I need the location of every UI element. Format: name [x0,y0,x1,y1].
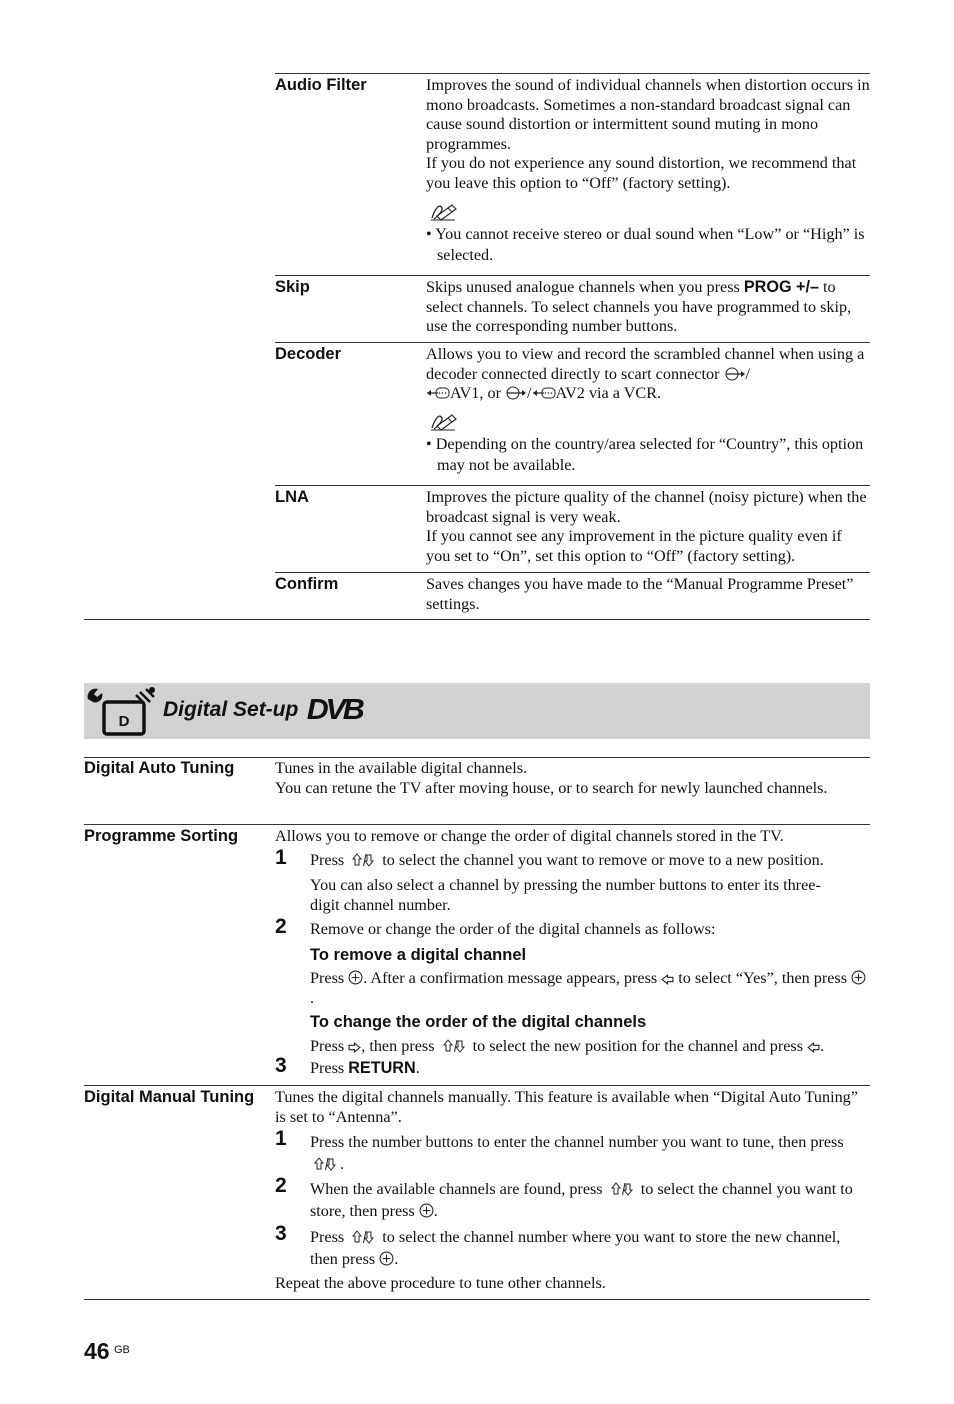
left-arrow-icon [807,1042,820,1053]
subheading-remove-channel: To remove a digital channel [310,946,527,964]
scart-input-icon [724,367,746,381]
note-pencil-icon [428,200,458,222]
term-confirm: Confirm [275,575,339,593]
step-number: 1 [275,846,287,869]
remove-text-a: Press [310,969,349,987]
remove-text-d: . [310,988,315,1007]
audio-filter-note: • You cannot receive stereo or dual sound when “Low” or “High” is selected. [426,224,865,265]
note-pencil-icon [428,410,458,432]
lna-text-2: If you cannot see any improvement in the picture quality even if you set to “On”, set this option to “Off” (factory setting). [426,527,842,565]
manual-step-1 [310,1132,870,1175]
auto-tuning-text-1: Tunes in the available digital channels. [275,759,528,777]
row-divider [275,485,870,486]
subheading-change-order: To change the order of the digital channels [310,1013,647,1031]
sorting-step-3-b: . [415,1059,420,1077]
manual-step-2 [310,1179,870,1222]
change-text-d: . [820,1037,825,1055]
remove-channel-text [310,969,870,1009]
desc-audio-filter [426,76,870,267]
enter-button-icon [379,1251,394,1266]
top-rule [275,73,870,74]
step-number: 1 [275,1127,287,1150]
manual-step-1-b: . [340,1154,345,1173]
manual-step-1-a: Press the number buttons to enter the channel number you want to tune, then press [310,1133,844,1151]
lna-text-1: Improves the picture quality of the channel (noisy picture) when the broadcast signal is very weak. [426,488,867,526]
desc-lna [426,488,870,566]
row-divider [84,1085,870,1086]
return-button-label: RETURN [348,1059,416,1077]
sorting-intro: Allows you to remove or change the order of digital channels stored in the TV. [275,827,784,845]
up-down-arrow-icon [348,1230,378,1244]
sorting-step-1-a: Press [310,851,349,869]
change-text-a: Press [310,1037,349,1055]
decoder-note: • Depending on the country/area selected for “Country”, this option may not be available. [426,434,864,475]
sorting-step-1 [310,851,870,871]
page-number: 46 [84,1338,110,1364]
decoder-av1-text: AV1, or [450,384,506,403]
manual-step-3 [310,1227,870,1270]
digital-table-bottom-rule [84,1299,870,1300]
row-divider [275,572,870,573]
auto-tuning-text-2: You can retune the TV after moving house, or to search for newly launched channels. [275,778,828,797]
skip-prog-button-label: PROG +/– [743,278,819,296]
term-decoder: Decoder [275,345,342,363]
audio-filter-text-1: Improves the sound of individual channels when distortion occurs in mono broadcasts. Sometimes a non-standard broadcast signal can cause sound distortion or intermittent sound muting in mono programmes. [426,76,870,153]
desc-digital-auto-tuning [275,759,855,798]
sorting-step-1-b: to select the channel you want to remove or move to a new position. [378,851,824,869]
up-down-arrow-icon [607,1182,637,1196]
sorting-step-3-a: Press [310,1059,349,1077]
term-lna: LNA [275,488,309,506]
left-arrow-icon [661,974,674,985]
change-order-text [310,1037,870,1057]
scart-input-icon [505,386,527,400]
manual-intro: Tunes the digital channels manually. This feature is available when “Digital Auto Tuning” is set to “Antenna”. [275,1088,858,1126]
skip-text-b: to select channels. To select channels you have programmed to skip, use the corresponding number buttons. [426,278,852,336]
top-table-bottom-rule [84,619,870,620]
change-text-c: to select the new position for the channel and press [468,1037,808,1055]
manual-step-2-c: . [433,1201,438,1220]
term-digital-auto-tuning: Digital Auto Tuning [84,759,235,777]
sorting-step-3 [310,1059,870,1079]
enter-button-icon [419,1203,434,1218]
term-digital-manual-tuning: Digital Manual Tuning [84,1088,255,1106]
step-number: 2 [275,1174,287,1197]
scart-output-icon [532,386,556,400]
desc-decoder: Allows you to view and record the scrambled channel when using a decoder connected directly to scart connector / AV1, or / AV2 via a VCR. • Depending on the country/area selected for “Country”, this option may not be available. [426,345,870,477]
digital-setup-icon [84,685,160,739]
sorting-step-2: Remove or change the order of the digital channels as follows: [310,920,716,938]
manual-step-3-a: Press [310,1228,349,1246]
row-divider [275,342,870,343]
up-down-arrow-icon [439,1039,469,1053]
remove-text-b: . After a confirmation message appears, press [363,969,662,987]
section-title: Digital Set-up [163,698,299,721]
up-down-arrow-icon [348,853,378,867]
scart-output-icon [426,386,450,400]
manual-step-2-a: When the available channels are found, press [310,1180,607,1198]
remove-text-c: to select “Yes”, then press [674,969,852,987]
decoder-av2-text: AV2 via a VCR. [555,384,662,403]
icon-letter: D [118,713,130,730]
page-suffix: GB [114,1344,130,1356]
manual-outro: Repeat the above procedure to tune other channels. [275,1274,606,1292]
enter-button-icon [348,970,363,985]
right-arrow-icon [348,1042,361,1053]
sorting-step-1-extra: You can also select a channel by pressing the number buttons to enter its three-digit channel number. [310,876,821,914]
enter-button-icon [851,970,866,985]
decoder-text-1: Allows you to view and record the scrambled channel when using a decoder connected directly to scart connector [426,345,865,383]
term-programme-sorting: Programme Sorting [84,827,239,845]
skip-text-a: Skips unused analogue channels when you press [426,278,744,296]
step-number: 3 [275,1222,287,1245]
manual-step-3-c: . [394,1249,399,1268]
row-divider [84,824,870,825]
row-divider [275,275,870,276]
desc-confirm [426,575,870,614]
term-skip: Skip [275,278,310,296]
term-audio-filter: Audio Filter [275,76,367,94]
up-down-arrow-icon [310,1157,340,1171]
dvb-logo: DVB [306,694,362,726]
digital-table-top-rule [84,757,870,758]
desc-skip [426,278,870,337]
step-number: 2 [275,915,287,938]
audio-filter-text-2: If you do not experience any sound distortion, we recommend that you leave this option to “Off” (factory setting). [426,154,857,192]
manual-step-3-b: to select the channel number where you want to store the new channel, then press [310,1228,841,1268]
manual-step-2-b: to select the channel you want to store, then press [310,1180,853,1220]
confirm-text: Saves changes you have made to the “Manual Programme Preset” settings. [426,575,854,613]
change-text-b: , then press [361,1037,439,1055]
step-number: 3 [275,1054,287,1077]
section-header [84,683,870,739]
